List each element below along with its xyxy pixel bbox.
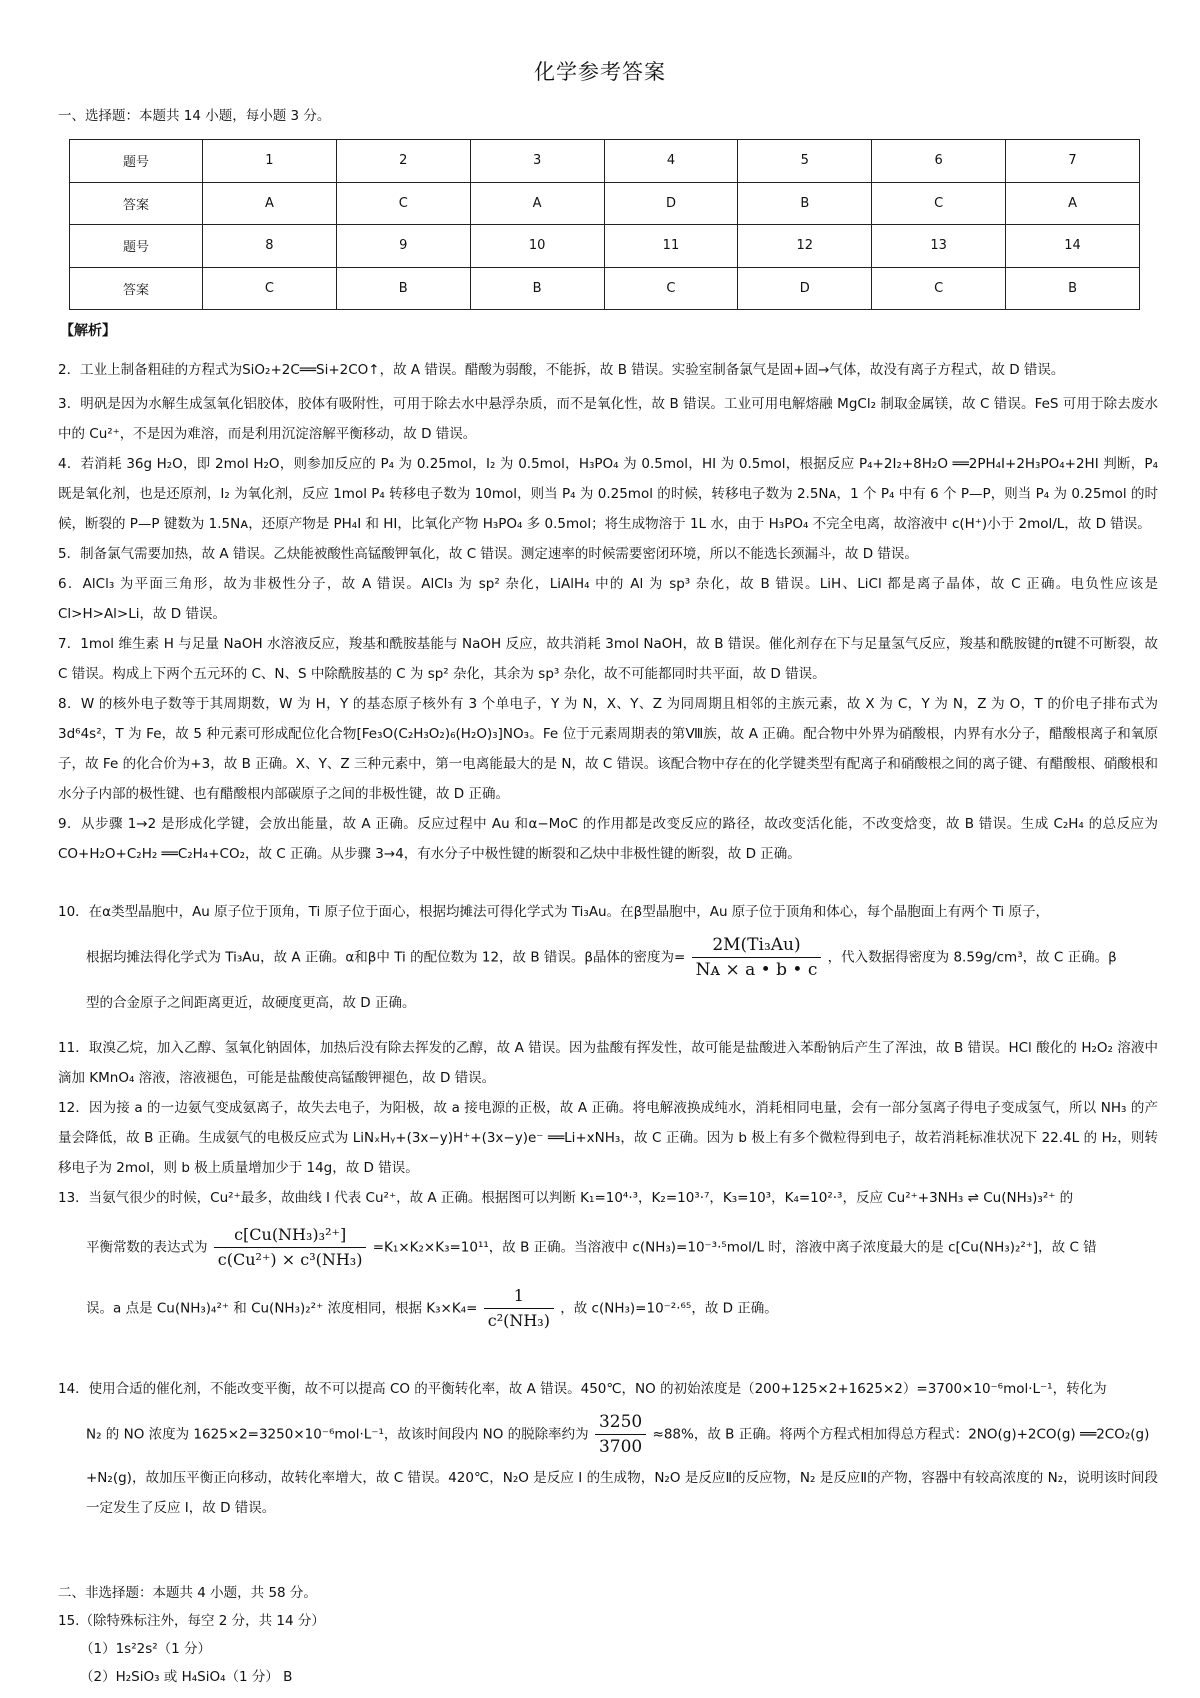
analysis-item-2: 2．工业上制备粗硅的方程式为SiO₂+2C══Si+2CO↑，故 A 错误。醋酸为弱酸，不能拆，故 B 错误。实验室制备氯气是固+固→气体，故没有离子方程式，故 D 错误。 [58,362,1065,378]
analysis-item-7: 7．1mol 维生素 H 与足量 NaOH 水溶液反应，羧基和酰胺基能与 NaOH 反应，故共消耗 3mol NaOH，故 B 错误。催化剂存在下与足量氢气反应，羧基和酰胺键的π键不可断裂，故 C 错误。构成上下两个五元环的 C、N、S 中除酰胺基的 C 为 sp² 杂化，其余为 sp³ 杂化，故不可能都同时共平面，故 D 错误。 [58,636,1158,682]
density-numerator: 2M(Ti₃Au) [692,933,822,958]
answer-table-cell: 2 [336,140,470,183]
answer-table-row [70,267,1140,310]
answer-table-cell: 10 [470,225,604,268]
answer-table-cell: C [203,267,337,310]
answer-table-cell: A [203,182,337,225]
answer-table-cell: 3 [470,140,604,183]
analysis-14-text-1: N₂ 的 NO 浓度为 1625×2=3250×10⁻⁶mol·L⁻¹，故该时间段内 NO 的脱除率约为 [86,1426,589,1443]
analysis-10-line-a: 10．在α类型晶胞中，Au 原子位于顶角，Ti 原子位于面心，根据均摊法可得化学式为 Ti₃Au。在β型晶胞中，Au 原子位于顶角和体心，每个晶胞面上有两个 Ti 原子， [58,904,1049,920]
k34-denominator: c²(NH₃) [487,1311,550,1330]
answer-table-cell: C [336,182,470,225]
analysis-14-text-2: ≈88%，故 B 正确。将两个方程式相加得总方程式：2NO(g)+2CO(g) ══2CO₂(g) [652,1426,1150,1443]
analysis-10-line-c: 型的合金原子之间距离更近，故硬度更高，故 D 正确。 [86,995,416,1011]
analysis-13-text-3: 误。a 点是 Cu(NH₃)₄²⁺ 和 Cu(NH₃)₂²⁺ 浓度相同，根据 K₃×K₄= [86,1300,478,1317]
analysis-13-text-1: 平衡常数的表达式为 [86,1239,208,1256]
removal-rate-denominator: 3700 [598,1437,643,1457]
analysis-item-8: 8．W 的核外电子数等于其周期数，W 为 H，Y 的基态原子核外有 3 个单电子，Y 为 N，X、Y、Z 为同周期且相邻的主族元素，故 X 为 C，Y 为 N，Z 为 O，T 的价电子排布式为 3d⁶4s²，T 为 Fe，故 5 种元素可形成配位化合物[Fe₃O(C₂H₃O₂)₆(H₂O)₃]NO₃。Fe 位于元素周期表的第Ⅷ族，故 A 正确。配合物中外界为硝酸根，内界有水分子，醋酸根离子和氧原子，故 Fe 的化合价为+3，故 B 正确。X、Y、Z 三种元素中，第一电离能最大的是 N，故 C 错误。该配合物中存在的化学键类型有配离子和硝酸根之间的离子键、有醋酸根、硝酸根和水分子内部的极性键、也有醋酸根内部碳原子之间的非极性键，故 D 正确。 [58,696,1158,802]
removal-rate-numerator: 3250 [595,1410,646,1435]
answer-table-cell: C [872,182,1006,225]
section-choice-heading: 一、选择题：本题共 14 小题，每小题 3 分。 [58,108,331,124]
analysis-10-text-2: ，代入数据得密度为 8.59g/cm³，故 C 正确。β [827,949,1117,966]
analysis-13-text-4: ，故 c(NH₃)=10⁻²·⁶⁵，故 D 正确。 [560,1300,778,1317]
answer-table-cell: 6 [872,140,1006,183]
answer-table-cell: A [470,182,604,225]
answer-table-cell: A [1006,182,1140,225]
question-15-answer-2: （2）H₂SiO₃ 或 H₄SiO₄（1 分） B [80,1669,293,1685]
answer-table-row-header: 题号 [70,140,203,183]
analysis-item-13 [58,1183,1158,1333]
answer-table-cell: 11 [604,225,738,268]
answer-table-row-header: 题号 [70,225,203,268]
answer-table-row [70,225,1140,268]
analysis-label: 【解析】 [60,323,116,339]
analysis-14-line-a: 14．使用合适的催化剂，不能改变平衡，故不可以提高 CO 的平衡转化率，故 A 错误。450℃，NO 的初始浓度是（200+125×2+1625×2）=3700×10⁻⁶mol·L⁻¹，转化为 [58,1381,1107,1397]
answer-table-cell: 5 [738,140,872,183]
answer-table-cell: 14 [1006,225,1140,268]
analysis-10-text-1: 根据均摊法得化学式为 Ti₃Au，故 A 正确。α和β中 Ti 的配位数为 12，故 B 错误。β晶体的密度为= [86,949,686,966]
answer-table-row-header: 答案 [70,267,203,310]
answer-table-cell: 13 [872,225,1006,268]
section-nonchoice-heading: 二、非选择题：本题共 4 小题，共 58 分。 [58,1585,317,1601]
analysis-item-9: 9．从步骤 1→2 是形成化学键，会放出能量，故 A 正确。反应过程中 Au 和α−MoC 的作用都是改变反应的路径，故改变活化能，不改变焓变，故 B 错误。生成 C₂H₄ 的总反应为 CO+H₂O+C₂H₂ ══C₂H₄+CO₂，故 C 正确。从步骤 3→4，有水分子中极性键的断裂和乙炔中非极性键的断裂，故 D 正确。 [58,816,1158,862]
answer-table-cell: 1 [203,140,337,183]
answer-table-cell: D [738,267,872,310]
answer-table-cell: 8 [203,225,337,268]
k-expression-numerator: c[Cu(NH₃)₃²⁺] [214,1223,367,1248]
analysis-item-5: 5．制备氯气需要加热，故 A 错误。乙炔能被酸性高锰酸钾氧化，故 C 错误。测定速率的时候需要密闭环境，所以不能选长颈漏斗，故 D 错误。 [58,546,918,562]
analysis-14-line-c: +N₂(g)，故加压平衡正向移动，故转化率增大，故 C 错误。420℃，N₂O 是反应 I 的生成物，N₂O 是反应Ⅱ的反应物，N₂ 是反应Ⅱ的产物，容器中有较高浓度的 N₂，说明该时间段一定发生了反应 I，故 D 错误。 [86,1470,1158,1516]
answer-table-cell: 12 [738,225,872,268]
analysis-item-10 [58,897,1158,1018]
analysis-item-6: 6．AlCl₃ 为平面三角形，故为非极性分子，故 A 错误。AlCl₃ 为 sp² 杂化，LiAlH₄ 中的 Al 为 sp³ 杂化，故 B 错误。LiH、LiCl 都是离子晶体，故 C 正确。电负性应该是 Cl>H>Al>Li，故 D 错误。 [58,576,1158,622]
analysis-item-14 [58,1374,1158,1523]
answer-table-cell: B [1006,267,1140,310]
analysis-item-11: 11．取溴乙烷，加入乙醇、氢氧化钠固体，加热后没有除去挥发的乙醇，故 A 错误。因为盐酸有挥发性，故可能是盐酸进入苯酚钠后产生了浑浊，故 B 错误。HCl 酸化的 H₂O₂ 溶液中滴加 KMnO₄ 溶液，溶液褪色，可能是盐酸使高锰酸钾褪色，故 D 错误。 [58,1040,1158,1086]
answer-table-cell: D [604,182,738,225]
k-expression-denominator: c(Cu²⁺) × c³(NH₃) [217,1250,363,1269]
analysis-13-text-2: =K₁×K₂×K₃=10¹¹，故 B 正确。当溶液中 c(NH₃)=10⁻³·⁵mol/L 时，溶液中离子浓度最大的是 c[Cu(NH₃)₂²⁺]，故 C 错 [372,1239,1097,1256]
answer-table-row [70,140,1140,183]
question-15-answer-1: （1）1s²2s²（1 分） [80,1641,212,1657]
answer-table-cell: B [470,267,604,310]
k34-numerator: 1 [484,1284,554,1309]
answer-table-cell: 4 [604,140,738,183]
answer-table-cell: C [604,267,738,310]
page-title: 化学参考答案 [534,60,666,84]
analysis-13-line-a: 13．当氨气很少的时候，Cu²⁺最多，故曲线 I 代表 Cu²⁺，故 A 正确。根据图可以判断 K₁=10⁴·³，K₂=10³·⁷，K₃=10³，K₄=10²·³，反应 Cu²⁺+3NH₃ ⇌ Cu(NH₃)₃²⁺ 的 [58,1190,1074,1206]
question-15-heading: 15.（除特殊标注外，每空 2 分，共 14 分） [58,1613,325,1629]
analysis-item-3: 3．明矾是因为水解生成氢氧化铝胶体，胶体有吸附性，可用于除去水中悬浮杂质，而不是氧化性，故 B 错误。工业可用电解熔融 MgCl₂ 制取金属镁，故 C 错误。FeS 可用于除去废水中的 Cu²⁺，不是因为难溶，而是利用沉淀溶解平衡移动，故 D 错误。 [58,396,1158,442]
density-denominator: Nᴀ × a • b • c [695,960,818,980]
answer-table-row [70,182,1140,225]
analysis-item-4: 4．若消耗 36g H₂O，即 2mol H₂O，则参加反应的 P₄ 为 0.25mol，I₂ 为 0.5mol，H₃PO₄ 为 0.5mol，HI 为 0.5mol，根据反应 P₄+2I₂+8H₂O ══2PH₄I+2H₃PO₄+2HI 判断，P₄ 既是氧化剂，也是还原剂，I₂ 为氧化剂，反应 1mol P₄ 转移电子数为 10mol，则当 P₄ 为 0.25mol 的时候，转移电子数为 2.5Nᴀ，1 个 P₄ 中有 6 个 P—P，则当 P₄ 为 0.25mol 的时候，断裂的 P—P 键数为 1.5Nᴀ，还原产物是 PH₄I 和 HI，比氧化产物 H₃PO₄ 多 0.5mol；将生成物溶于 1L 水，由于 H₃PO₄ 不完全电离，故溶液中 c(H⁺)小于 2mol/L，故 D 错误。 [58,456,1158,532]
answer-table-cell: 7 [1006,140,1140,183]
answer-table-cell: B [738,182,872,225]
answer-table-cell: C [872,267,1006,310]
answer-table-cell: B [336,267,470,310]
answer-table-row-header: 答案 [70,182,203,225]
analysis-items [58,355,1158,869]
analysis-item-12: 12．因为接 a 的一边氨气变成氨离子，故失去电子，为阳极，故 a 接电源的正极，故 A 正确。将电解液换成纯水，消耗相同电量，会有一部分氢离子得电子变成氢气，所以 NH₃ 的产量会降低，故 B 正确。生成氨气的电极反应式为 LiNₓHᵧ+(3x−y)H⁺+(3x−y)e⁻ ══Li+xNH₃，故 C 正确。因为 b 极上有多个微粒得到电子，故若消耗标准状况下 22.4L 的 H₂，则转移电子为 2mol，则 b 极上质量增加少于 14g，故 D 错误。 [58,1100,1158,1176]
answer-table-cell: 9 [336,225,470,268]
answer-table [69,139,1140,310]
